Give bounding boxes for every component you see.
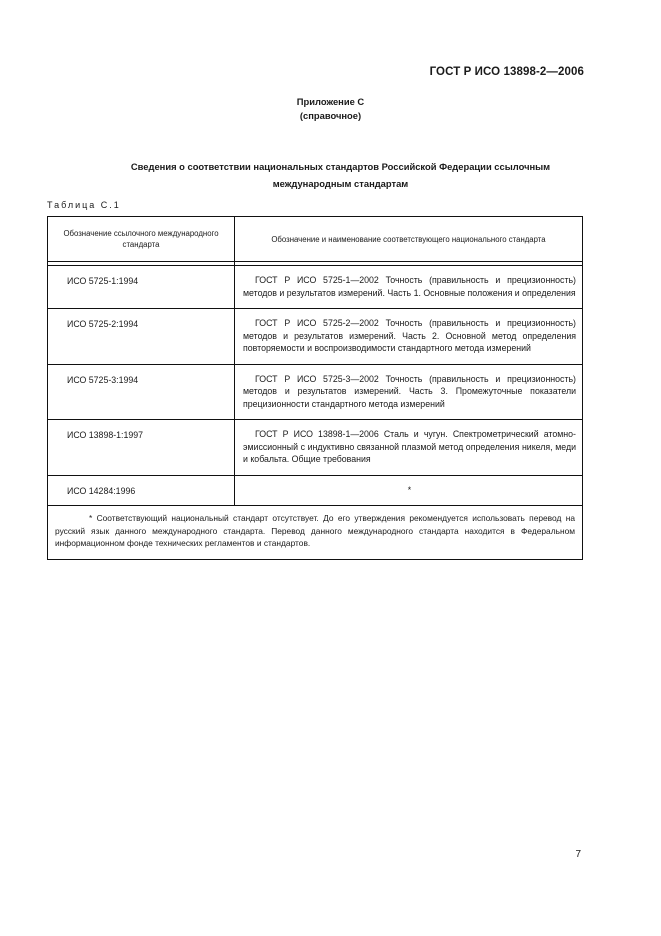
table-footnote-row xyxy=(48,506,583,560)
table-header-row xyxy=(48,217,583,262)
document-title xyxy=(60,158,621,192)
appendix-subtitle: (справочное) xyxy=(299,110,362,121)
iso-designation: ИСО 5725-1:1994 xyxy=(48,266,235,309)
iso-designation: ИСО 13898-1:1997 xyxy=(48,420,235,476)
appendix-title: Приложение С xyxy=(296,96,365,107)
table-footnote: * Соответствующий национальный стандарт отсутствует. До его утверждения рекомендуется использовать перевод на русский язык данного международного стандарта. Перевод данного международного стандарта находится в Федеральном информационном фонде технических регламентов и стандартов. xyxy=(48,506,583,560)
table-row xyxy=(48,309,583,365)
table-caption: Таблица С.1 xyxy=(47,200,121,210)
document-title-line-1: Сведения о соответствии национальных стандартов Российской Федерации ссылочным xyxy=(130,161,551,172)
iso-designation: ИСО 5725-2:1994 xyxy=(48,309,235,365)
column-header-national: Обозначение и наименование соответствующего национального стандарта xyxy=(235,217,583,262)
iso-designation: ИСО 5725-3:1994 xyxy=(48,364,235,420)
national-standard-absent: * xyxy=(235,475,583,506)
correspondence-table xyxy=(47,216,583,560)
column-header-international: Обозначение ссылочного международного стандарта xyxy=(48,217,235,262)
table-row xyxy=(48,420,583,476)
national-standard: ГОСТ Р ИСО 13898-1—2006 Сталь и чугун. Спектрометрический атомно-эмиссионный с индуктивно связанной плазмой метод определения никеля, меди и кобальта. Общие требования xyxy=(235,420,583,476)
table-row xyxy=(48,266,583,309)
document-title-line-2: международным стандартам xyxy=(272,178,409,189)
iso-designation: ИСО 14284:1996 xyxy=(48,475,235,506)
page-header-standard: ГОСТ Р ИСО 13898-2—2006 xyxy=(429,66,584,78)
national-standard: ГОСТ Р ИСО 5725-1—2002 Точность (правильность и прецизионность) методов и результатов измерений. Часть 1. Основные положения и определения xyxy=(235,266,583,309)
table-row xyxy=(48,364,583,420)
page-number: 7 xyxy=(575,849,581,860)
national-standard: ГОСТ Р ИСО 5725-2—2002 Точность (правильность и прецизионность) методов и результатов измерений. Часть 2. Основной метод определения повторяемости и воспроизводимости стандартного метода измерений xyxy=(235,309,583,365)
table-row xyxy=(48,475,583,506)
appendix-heading xyxy=(0,95,661,123)
national-standard: ГОСТ Р ИСО 5725-3—2002 Точность (правильность и прецизионность) методов и результатов измерений. Часть 3. Промежуточные показатели прецизионности стандартного метода измерений xyxy=(235,364,583,420)
